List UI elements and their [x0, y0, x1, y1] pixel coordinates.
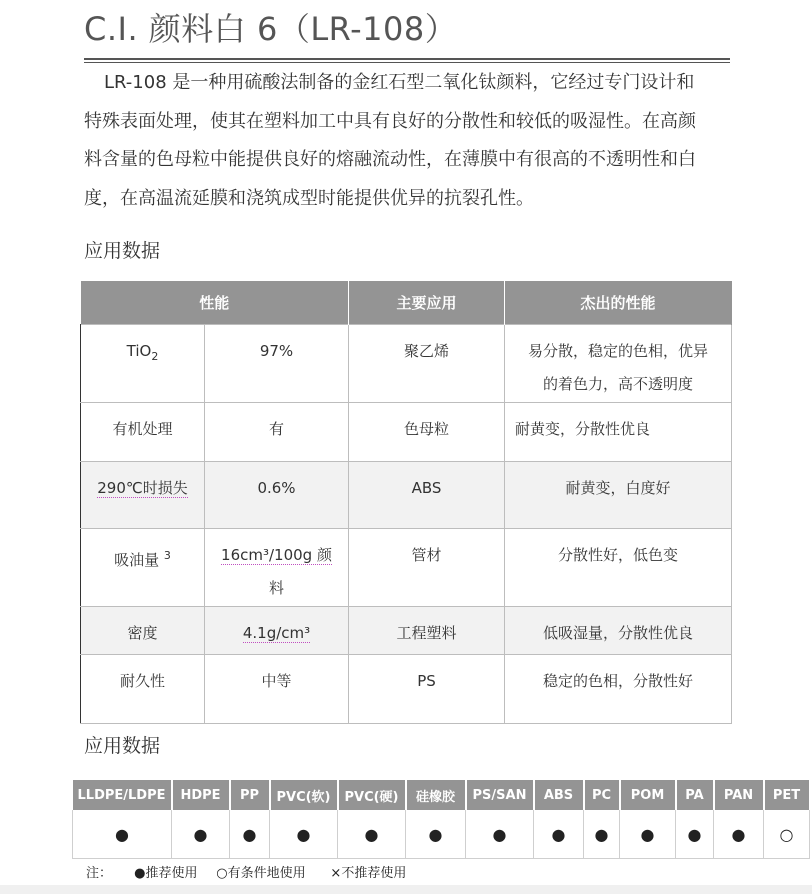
performance-cell: [505, 462, 732, 529]
mark-cell: ●: [466, 810, 534, 859]
legend: [86, 862, 406, 881]
intro-line: 料含量的色母粒中能提供良好的熔融流动性，在薄膜中有很高的不透明性和白: [84, 149, 696, 170]
mark-cell: ●: [73, 810, 172, 859]
table-row: [81, 403, 732, 462]
value-cell: [205, 607, 349, 655]
property-cell: 密度: [81, 607, 205, 655]
section-heading-application-data: 应用数据: [84, 240, 161, 262]
legend-recommended: ●推荐使用: [134, 866, 198, 881]
legend-not-recommended: ×不推荐使用: [330, 866, 407, 881]
legend-prefix: 注：: [86, 866, 113, 881]
header-pom: POM: [620, 780, 676, 810]
performance-cell: [505, 607, 732, 655]
application-marks-row: [73, 810, 810, 859]
application-cell: ABS: [349, 462, 505, 529]
header-abs: ABS: [534, 780, 584, 810]
property-cell: [81, 325, 205, 403]
application-cell: 色母粒: [349, 403, 505, 462]
header-main-application: 主要应用: [349, 281, 505, 325]
title-rule-thin: [84, 62, 730, 63]
performance-line: 的着色力，高不透明度: [542, 375, 693, 393]
property-name: 290℃时损失: [97, 479, 188, 497]
header-pvc-rigid: PVC(硬): [338, 780, 406, 810]
bottom-bar: [0, 885, 812, 894]
header-pet: PET: [764, 780, 810, 810]
property-cell: 有机处理: [81, 403, 205, 462]
intro-line: LR-108 是一种用硫酸法制备的金红石型二氧化钛颜料，它经过专门设计和: [104, 72, 695, 93]
header-hdpe: HDPE: [172, 780, 230, 810]
value-line: 料: [268, 579, 284, 597]
performance-cell: [505, 529, 732, 607]
intro-line: 度，在高温流延膜和浇筑成型时能提供优异的抗裂孔性。: [84, 187, 534, 209]
property-cell: [81, 529, 205, 607]
header-lldpe-ldpe: LLDPE/LDPE: [73, 780, 172, 810]
table-row: [81, 462, 732, 529]
mark-cell: ●: [534, 810, 584, 859]
title-rule-thick: [84, 58, 730, 60]
header-pc: PC: [584, 780, 620, 810]
mark-cell: ●: [172, 810, 230, 859]
mark-cell: ●: [676, 810, 714, 859]
property-subscript: 2: [151, 350, 159, 363]
mark-cell: ○: [764, 810, 810, 859]
performance-line: 易分散，稳定的色相，优异: [527, 342, 708, 360]
header-ps-san: PS/SAN: [466, 780, 534, 810]
property-name: 吸油量: [114, 551, 160, 569]
performance-line: 耐黄变，分散性优良: [515, 420, 651, 438]
header-silicone-rubber: 硅橡胶: [406, 780, 466, 810]
mark-cell: ●: [714, 810, 764, 859]
application-cell: PS: [349, 655, 505, 724]
application-cell: 管材: [349, 529, 505, 607]
header-pp: PP: [230, 780, 270, 810]
table-row: [81, 607, 732, 655]
application-cell: 聚乙烯: [349, 325, 505, 403]
performance-cell: [505, 655, 732, 724]
property-cell: [81, 462, 205, 529]
performance-line: 分散性好，低色变: [557, 546, 678, 564]
mark-cell: ●: [406, 810, 466, 859]
value-cell: 有: [205, 403, 349, 462]
header-property: 性能: [81, 281, 349, 325]
intro-line: 特殊表面处理，使其在塑料加工中具有良好的分散性和较低的吸湿性。在高颜: [84, 110, 696, 132]
property-superscript: 3: [163, 549, 171, 562]
section-heading-application-data-2: 应用数据: [84, 735, 161, 757]
value-cell: [205, 529, 349, 607]
mark-cell: ●: [230, 810, 270, 859]
performance-line: 耐黄变，白度好: [565, 479, 671, 497]
property-name: TiO: [126, 342, 152, 360]
intro-paragraph: [84, 64, 732, 218]
value-cell: 中等: [205, 655, 349, 724]
header-pvc-soft: PVC(软): [270, 780, 338, 810]
application-cell: 工程塑料: [349, 607, 505, 655]
table-row: [81, 325, 732, 403]
properties-table: [80, 281, 732, 724]
header-pa: PA: [676, 780, 714, 810]
value-text: 4.1g/cm³: [242, 624, 311, 642]
value-cell: 0.6%: [205, 462, 349, 529]
value-line: 16cm³/100g 颜: [221, 546, 332, 564]
performance-line: 稳定的色相，分散性好: [542, 672, 693, 690]
performance-cell: [505, 325, 732, 403]
mark-cell: ●: [338, 810, 406, 859]
mark-cell: ●: [620, 810, 676, 859]
performance-cell: [505, 403, 732, 462]
header-outstanding-performance: 杰出的性能: [505, 281, 732, 325]
value-cell: 97%: [205, 325, 349, 403]
application-table-header: [73, 780, 810, 810]
properties-table-header: [81, 281, 732, 325]
property-cell: 耐久性: [81, 655, 205, 724]
application-suitability-table: [72, 780, 811, 859]
mark-cell: ●: [270, 810, 338, 859]
legend-conditional: ○有条件地使用: [216, 866, 306, 881]
header-pan: PAN: [714, 780, 764, 810]
performance-line: 低吸湿量，分散性优良: [542, 624, 693, 642]
table-row: [81, 655, 732, 724]
table-row: [81, 529, 732, 607]
page-title: C.I. 颜料白 6（LR-108）: [84, 10, 458, 48]
mark-cell: ●: [584, 810, 620, 859]
